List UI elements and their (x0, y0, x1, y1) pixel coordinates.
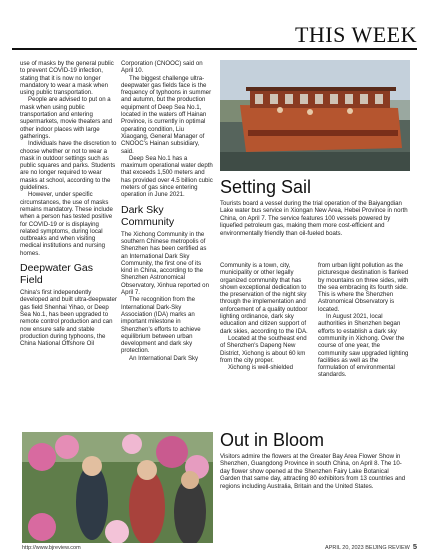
section-title: THIS WEEK (294, 22, 417, 47)
article-heading-dark-sky: Dark Sky Community (121, 203, 175, 228)
boat-photo (220, 60, 410, 171)
article-title-out-in-bloom: Out in Bloom (220, 430, 325, 450)
paragraph: Xichong is well-shielded (228, 364, 294, 372)
article-title-setting-sail: Setting Sail (220, 177, 312, 197)
flower-show-illustration (22, 432, 213, 543)
text-column-4 (318, 262, 410, 379)
paragraph: use of masks by the general public to prevent COVID-19 infection, stating that it is now no longer mandatory to wear a mask when using public transportation. (20, 60, 114, 97)
paragraph: The recognition from the International Dark-Sky Association (IDA) marks an important milestone in Shenzhen's efforts to achieve equilibrium between urban development and dark sky protection. (121, 296, 201, 355)
paragraph: In August 2021, local authorities in Shenzhen began efforts to establish a dark sky community in Xichong. Over the course of one year, the community saw upgraded lighting facilities as well as the formulation of environmental standards. (318, 313, 409, 379)
footer-issue-date: APRIL 20, 2023 BEIJING REVIEW (325, 545, 410, 551)
flower-show-photo (22, 432, 213, 543)
paragraph: Deep Sea No.1 has a maximum operational water depth that exceeds 1,500 meters and has provided over 4.5 billion cubic meters of gas since entering operation in June 2021. (121, 154, 213, 199)
text-column-3 (220, 262, 312, 371)
paragraph: The biggest challenge ultra-deepwater gas fields face is the frequency of typhoons in summer and autumn, but the production equipment of Deep Sea No.1, located in the waters off Hainan Province, is currently in optimal operating condition, Liu Xiaogang, General Manager of CNOOC's Hainan subsidiary, said. (121, 74, 212, 155)
footer-url[interactable]: http://www.bjreview.com (22, 545, 81, 551)
text-column-1 (20, 60, 117, 347)
footer-issue (325, 542, 417, 551)
header-rule (12, 48, 417, 50)
article-lead-setting-sail: Tourists board a vessel during the trial operation of the Baiyangdian Lake water bus service in Xiongan New Area, Hebei Province in north China, on April 7. The service features 100 vessels powered by liquefied petroleum gas, making them more cost-efficient and environmentally friendly than oil-fueled boats. (220, 200, 408, 237)
article-heading-deepwater: Deepwater Gas Field (20, 262, 93, 287)
paragraph: China's first independently developed and built ultra-deepwater gas field Shenhai Yihao, or Deep Sea No.1, has been upgraded to remote control production and can now ensure safe and stable production during typhoons, the China National Offshore Oil (20, 289, 117, 348)
paragraph: An International Dark Sky (129, 354, 199, 362)
boat-illustration (220, 60, 410, 171)
paragraph: Located at the southeast end of Shenzhen's Dapeng New District, Xichong is about 60 km from the city proper. (220, 334, 307, 364)
paragraph: Corporation (CNOOC) said on April 10. (121, 60, 203, 75)
page-number: 5 (412, 542, 417, 551)
paragraph: People are advised to put on a mask when using public transportation and entering supermarkets, movie theaters and other indoor places with large gatherings. (20, 96, 113, 140)
paragraph: Individuals have the discretion to choose whether or not to wear a mask in outdoor settings such as public squares and parks. Students are no longer required to wear masks at school, according to the guidelines. (20, 140, 117, 192)
paragraph: However, under specific circumstances, the use of masks remains mandatory. These include when a person has tested positive for COVID-19 or is displaying related symptoms, during local outbreaks and when visiting medical institutions and nursing homes. (20, 191, 113, 257)
article-lead-out-in-bloom: Visitors admire the flowers at the Greater Bay Area Flower Show in Shenzhen, Guangdong Province in south China, on April 8. The 10-day flower show opened at the Shenzhen Fairy Lake Botanical Garden that same day, attracting 80 exhibitors from 13 countries and regions including Australia, Britain and the United States. (220, 453, 406, 490)
paragraph: The Xichong Community in the southern Chinese metropolis of Shenzhen has been certified as an International Dark Sky Community, the first one of its kind in China, according to the Shenzhen Astronomical Observatory, Xinhua reported on April 7. (121, 230, 209, 297)
text-column-2 (121, 60, 213, 362)
paragraph: Community is a town, city, municipality or other legally organized community that has shown exceptional dedication to the preservation of the night sky through the implementation and enforcement of a quality outdoor lighting ordinance, dark sky education and citizen support of dark skies, according to the IDA. (220, 262, 308, 335)
paragraph: from urban light pollution as the picturesque destination is flanked by mountains on three sides, with the sea embracing its fourth side. This is where the Shenzhen Astronomical Observatory is located. (318, 262, 409, 313)
